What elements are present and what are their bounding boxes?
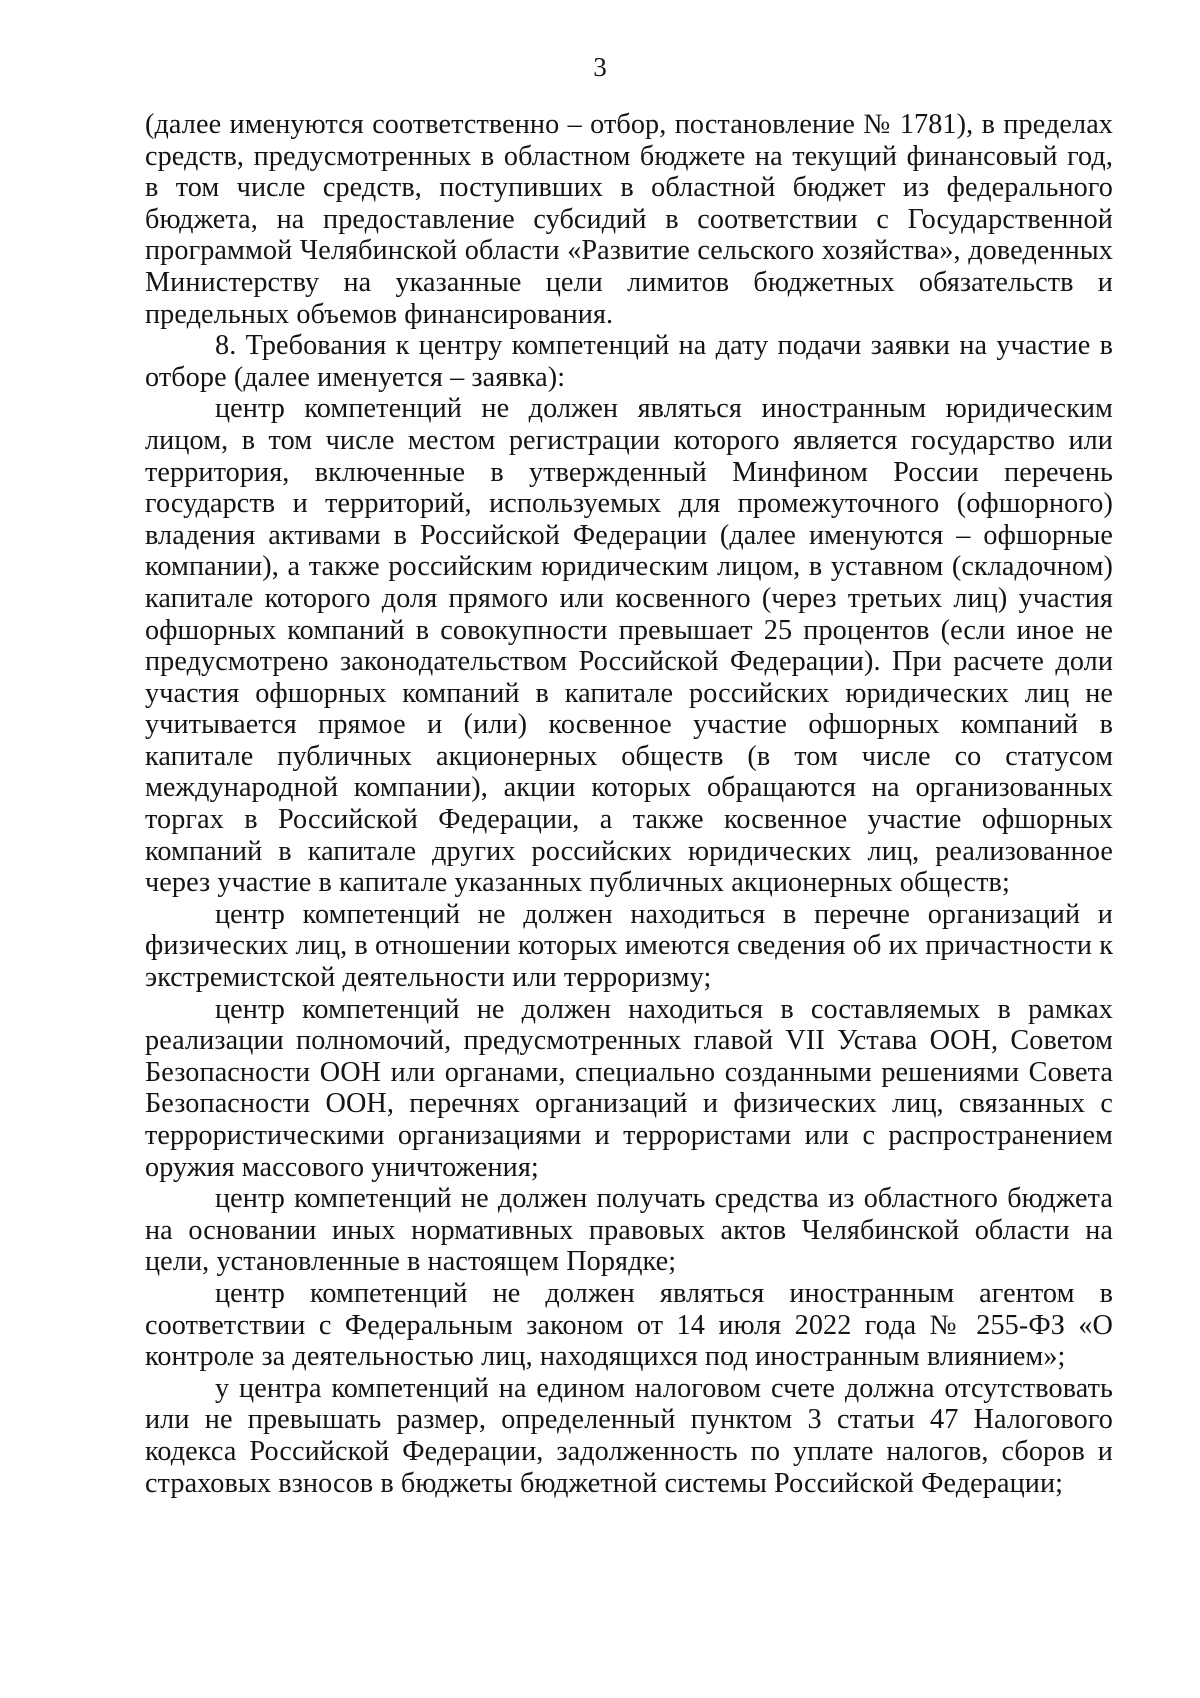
paragraph-foreign-agent-requirement: центр компетенций не должен являться иностранным агентом в соответствии с Федеральным законом от 14 июля 2022 года № 255-ФЗ «О контроле за деятельностью лиц, находящихся под иностранным влиянием»; [145, 1277, 1113, 1373]
paragraph-un-sanctions-requirement: центр компетенций не должен находиться в составляемых в рамках реализации полномочий, предусмотренных главой VII Устава ООН, Советом Безопасности ООН или органами, специально созданными решениями Совета Безопасности ООН, перечнях организаций и физических лиц, связанных с террористическими организациями и террористами или с распространением оружия массового уничтожения; [145, 993, 1113, 1183]
paragraph-extremism-requirement: центр компетенций не должен находиться в перечне организаций и физических лиц, в отношении которых имеются сведения об их причастности к экстремистской деятельности или терроризму; [145, 898, 1113, 994]
document-body [145, 109, 1113, 1499]
paragraph-regional-budget-requirement: центр компетенций не должен получать средства из областного бюджета на основании иных нормативных правовых актов Челябинской области на цели, установленные в настоящем Порядке; [145, 1183, 1113, 1278]
paragraph-tax-debt-requirement: у центра компетенций на едином налоговом счете должна отсутствовать или не превышать размер, определенный пунктом 3 статьи 47 Налогового кодекса Российской Федерации, задолженность по уплате налогов, сборов и страховых взносов в бюджеты бюджетной системы Российской Федерации; [145, 1372, 1113, 1499]
paragraph-offshore-requirement: центр компетенций не должен являться иностранным юридическим лицом, в том числе местом регистрации которого является государство или территория, включенные в утвержденный Минфином России перечень государств и территорий, используемых для промежуточного (офшорного) владения активами в Российской Федерации (далее именуются – офшорные компании), а также российским юридическим лицом, в уставном (складочном) капитале которого доля прямого или косвенного (через третьих лиц) участия офшорных компаний в совокупности превышает 25 процентов (если иное не предусмотрено законодательством Российской Федерации). При расчете доли участия офшорных компаний в капитале российских юридических лиц не учитывается прямое и (или) косвенное участие офшорных компаний в капитале публичных акционерных обществ (в том числе со статусом международной компании), акции которых обращаются на организованных торгах в Российской Федерации, а также косвенное участие офшорных компаний в капитале других российских юридических лиц, реализованное через участие в капитале указанных публичных акционерных обществ; [145, 393, 1113, 899]
paragraph-continuation: (далее именуются соответственно – отбор, постановление № 1781), в пределах средств, предусмотренных в областном бюджете на текущий финансовый год, в том числе средств, поступивших в областной бюджет из федерального бюджета, на предоставление субсидий в соответствии с Государственной программой Челябинской области «Развитие сельского хозяйства», доведенных Министерству на указанные цели лимитов бюджетных обязательств и предельных объемов финансирования. [145, 109, 1113, 330]
page-number: 3 [593, 52, 607, 82]
paragraph-item-8-requirements: 8. Требования к центру компетенций на дату подачи заявки на участие в отборе (далее именуется – заявка): [145, 330, 1113, 393]
